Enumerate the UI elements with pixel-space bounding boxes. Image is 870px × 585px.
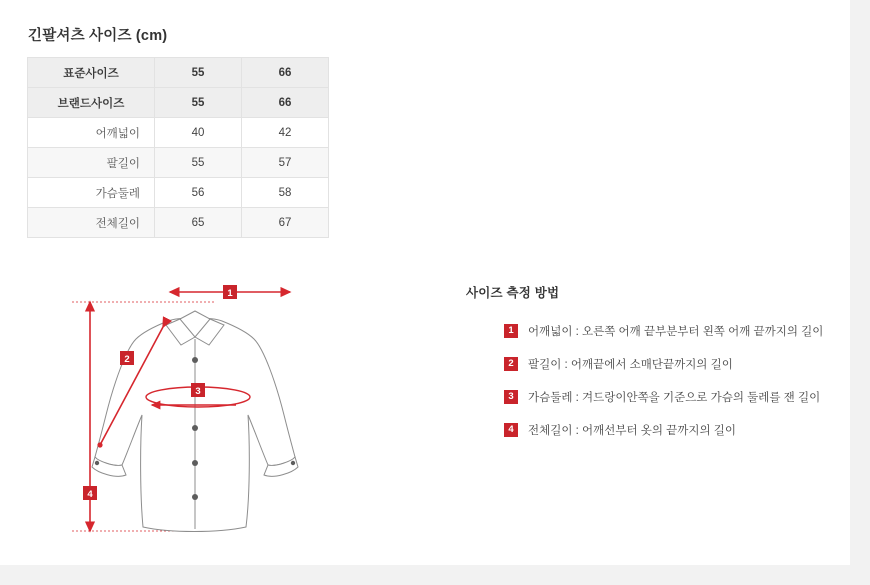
list-item-label: 전체길이 : 어깨선부터 옷의 끝까지의 길이 (528, 425, 737, 437)
table-row (28, 178, 329, 208)
number-badge-icon: 4 (504, 423, 518, 437)
legend-title: 사이즈 측정 방법 (466, 286, 560, 300)
list-item-label: 가슴둘레 : 겨드랑이안쪽을 기준으로 가슴의 둘레를 잰 길이 (528, 392, 821, 404)
list-item-label: 팔길이 : 어깨끝에서 소매단끝까지의 길이 (528, 359, 733, 371)
table-row-header: 어깨넓이 (28, 118, 155, 148)
table-row-header: 표준사이즈 (28, 58, 155, 88)
table-row-header: 전체길이 (28, 208, 155, 238)
table-row-header: 팔길이 (28, 148, 155, 178)
table-cell: 66 (242, 88, 329, 118)
marker-label-shoulder: 1 (227, 288, 233, 299)
table-cell: 56 (155, 178, 242, 208)
size-table (27, 57, 329, 238)
marker-label-length: 4 (87, 489, 93, 500)
table-cell: 55 (155, 88, 242, 118)
table-cell: 67 (242, 208, 329, 238)
list-item (466, 422, 856, 438)
table-cell: 58 (242, 178, 329, 208)
marker-label-sleeve: 2 (124, 354, 130, 365)
table-cell: 55 (155, 148, 242, 178)
table-cell: 55 (155, 58, 242, 88)
list-item-label: 어깨넓이 : 오른쪽 어깨 끝부분부터 왼쪽 어깨 끝까지의 길이 (528, 326, 824, 338)
list-item (466, 323, 856, 339)
table-cell: 65 (155, 208, 242, 238)
table-row (28, 118, 329, 148)
table-cell: 40 (155, 118, 242, 148)
number-badge-icon: 3 (504, 390, 518, 404)
table-row (28, 208, 329, 238)
measurement-legend (466, 283, 856, 455)
table-row (28, 148, 329, 178)
table-cell: 66 (242, 58, 329, 88)
number-badge-icon: 2 (504, 357, 518, 371)
table-row (28, 58, 329, 88)
list-item (466, 389, 856, 405)
measure-endpoint-sleeve (97, 442, 102, 447)
marker-label-chest: 3 (195, 386, 201, 397)
page-title: 긴팔셔츠 사이즈 (cm) (28, 28, 168, 44)
list-item (466, 356, 856, 372)
shirt-measurement-diagram (40, 265, 440, 550)
table-row (28, 88, 329, 118)
table-cell: 42 (242, 118, 329, 148)
table-row-header: 브랜드사이즈 (28, 88, 155, 118)
table-cell: 57 (242, 148, 329, 178)
table-row-header: 가슴둘레 (28, 178, 155, 208)
number-badge-icon: 1 (504, 324, 518, 338)
